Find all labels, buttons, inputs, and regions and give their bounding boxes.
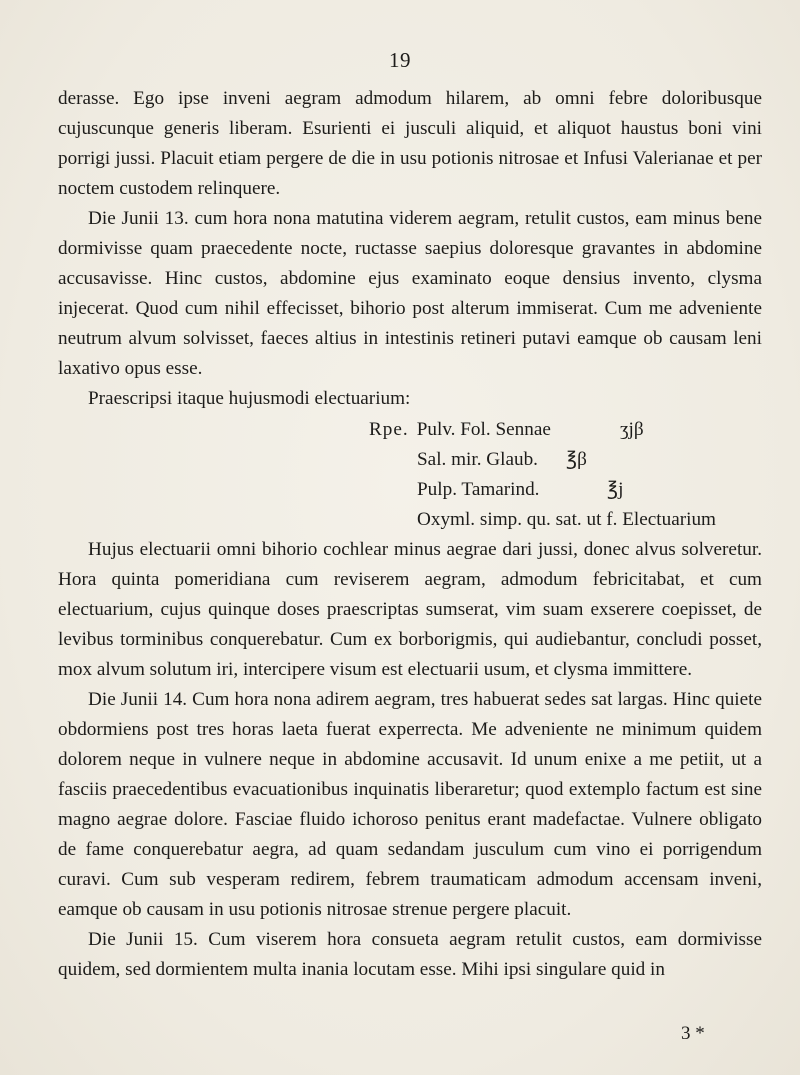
ingredient-name: Pulv. Fol. Sennae [416,418,551,440]
signature-mark: 3 * [681,1023,705,1044]
paragraph-2: Die Junii 13. cum hora nona matutina viderem aegram, retulit custos, eam minus bene dormivisse quam praecedente nocte, ructasse saepius doloresque gravantes in abdomine accusavisse. Hinc custos, abdomine ejus examinato eoque densius invento, clysma injecerat. Quod cum nihil effecisset, bihorio post alterum immiserat. Cum me adveniente neutrum alvum solvisset, faeces altius in intestinis retineri putavi eamque ob causam leni laxativo opus esse. [58,208,762,380]
prescription-line-3 [58,475,762,505]
body-text [58,84,762,985]
ingredient-name: Sal. mir. Glaub. [417,448,538,470]
paragraph-1: derasse. Ego ipse inveni aegram admodum hilarem, ab omni febre doloribusque cujuscunque generis liberam. Esurienti ei jusculi aliquid, et aliquot haustus boni vini porrigi jussi. Placuit etiam pergere de die in usu potionis nitrosae et Infusi Valerianae et per noctem custodem relinquere. [58,88,762,200]
prescription [58,415,762,535]
ingredient-name: Oxyml. simp. qu. sat. ut f. Electuarium [417,508,716,530]
prescription-line-2 [58,445,762,475]
paragraph-6: Die Junii 15. Cum viserem hora consueta aegram retulit custos, eam dormivisse quidem, sed dormientem multa inania locutam esse. Mihi ipsi singulare quid in [58,929,762,981]
ingredient-quantity: ℥j [607,478,624,500]
prescription-line-1 [58,415,762,445]
ingredient-quantity: ʒjβ [620,418,644,440]
page-number: 19 [389,48,411,72]
paragraph-3: Praescripsi itaque hujusmodi electuarium: [88,388,411,410]
paragraph-4: Hujus electuarii omni bihorio cochlear minus aegrae dari jussi, donec alvus solveretur. Hora quinta pomeridiana cum reviserem aegram, admodum febricitabat, et cum electuarium, cujus quinque doses praescriptas sumserat, vim suam exserere coepisset, de levibus torminibus conquerebatur. Cum ex borborigmis, qui audiebantur, concludi posset, mox alvum solutum iri, intercipere visum est electuarii usum, et clysma immittere. [58,538,762,680]
prescription-line-4 [58,505,762,535]
ingredient-quantity: ℥β [566,448,587,470]
paragraph-5: Die Junii 14. Cum hora nona adirem aegram, tres habuerat sedes sat largas. Hinc quiete obdormiens post tres horas laeta fuerat experrecta. Me adveniente ne minimum quidem dolorem neque in vulnere neque in abdomine accusavit. Id unum enixe a me petiit, ut a fasciis praecedentibus evacuationibus inquinatis liberaretur; quod extemplo factum est sine magno aegrae dolore. Fasciae fluido ichoroso penitus erant madefactae. Vulnere obligato de fame conquerebatur aegra, ad quam sedandam jusculum cum vino ei porrigendum curavi. Cum sub vesperam redirem, febrem traumaticam admodum accensam inveni, eamque ob causam in usu potionis nitrosae strenue pergere placuit. [58,688,762,921]
ingredient-name: Pulp. Tamarind. [417,478,540,500]
recipe-mark: Rpe. [369,418,409,440]
